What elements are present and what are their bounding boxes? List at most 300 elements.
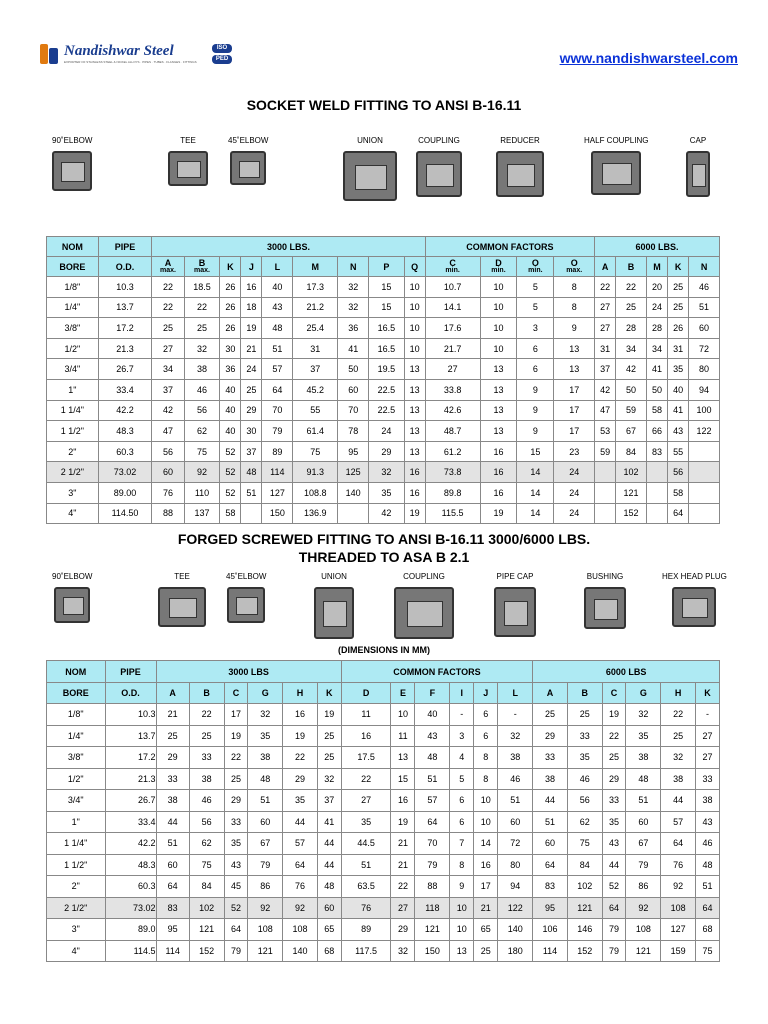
table-row — [47, 876, 720, 898]
table-cell: 16 — [404, 482, 425, 503]
table-cell: 13 — [404, 379, 425, 400]
table-cell: 25 — [189, 725, 224, 747]
fitting-drawing-icon — [230, 151, 266, 185]
table-cell: 21 — [391, 854, 415, 876]
table-cell: 35 — [668, 359, 689, 380]
fitting-drawing-icon — [686, 151, 710, 197]
table-cell: 84 — [616, 441, 647, 462]
column-header — [425, 257, 480, 277]
table-cell: 38 — [156, 790, 189, 812]
table-cell: 32 — [338, 277, 369, 298]
table-cell: 84 — [189, 876, 224, 898]
table-cell: 10 — [480, 297, 517, 318]
table-cell: 108 — [283, 919, 318, 941]
table-cell: 2" — [47, 441, 99, 462]
column-header — [369, 257, 405, 277]
fitting-label: REDUCER — [500, 136, 540, 145]
table-row — [47, 854, 720, 876]
table-cell: 27 — [425, 359, 480, 380]
table-cell — [646, 462, 667, 483]
table-cell: 11 — [341, 704, 391, 726]
table-cell: 92 — [184, 462, 220, 483]
table-cell: 79 — [602, 940, 626, 962]
table-cell: 115.5 — [425, 503, 480, 524]
table-cell: 9 — [517, 400, 554, 421]
table-cell: 29 — [602, 768, 626, 790]
table-cell: 13 — [480, 421, 517, 442]
table-cell: 56 — [189, 811, 224, 833]
table-cell: 43 — [695, 811, 719, 833]
column-header — [595, 257, 616, 277]
table-cell: 64 — [533, 854, 568, 876]
table-cell — [646, 503, 667, 524]
column-header: A — [533, 683, 568, 704]
column-header — [404, 257, 425, 277]
column-header: G — [248, 683, 283, 704]
nom-header: NOM — [47, 661, 106, 683]
table-cell: 56 — [152, 441, 185, 462]
table-cell: 2 1/2" — [47, 897, 106, 919]
table-cell: 32 — [248, 704, 283, 726]
table-cell: 31 — [595, 338, 616, 359]
table-cell: 35 — [224, 833, 248, 855]
table-row — [47, 379, 720, 400]
table-cell: 2" — [47, 876, 106, 898]
table-cell: 46 — [189, 790, 224, 812]
table-cell: 14 — [517, 482, 554, 503]
table-cell: 50 — [646, 379, 667, 400]
table-cell: 122 — [689, 421, 720, 442]
column-letter: A — [601, 261, 609, 272]
table-row — [47, 897, 720, 919]
column-letter: N — [349, 261, 357, 272]
table-cell: 22 — [184, 297, 220, 318]
table-cell: 66 — [646, 421, 667, 442]
table-cell: 94 — [689, 379, 720, 400]
table-cell: 46 — [689, 277, 720, 298]
fitting-label: HEX HEAD PLUG — [662, 572, 727, 581]
table-cell: 35 — [602, 811, 626, 833]
table-cell: 64 — [415, 811, 450, 833]
table-cell: 16 — [404, 462, 425, 483]
table-cell: 33.4 — [105, 811, 156, 833]
table-cell: 86 — [248, 876, 283, 898]
table-cell: 152 — [616, 503, 647, 524]
table-cell: 42 — [369, 503, 405, 524]
table-cell: 61.4 — [293, 421, 338, 442]
table-cell: 73.02 — [105, 897, 156, 919]
table-cell: 37 — [595, 359, 616, 380]
fitting-figure — [228, 136, 268, 185]
column-letter: B — [198, 258, 206, 268]
table-cell: 16 — [480, 482, 517, 503]
table-cell: 60 — [248, 811, 283, 833]
table-cell: 10 — [480, 277, 517, 298]
table-cell: 3/4" — [47, 359, 99, 380]
table-cell: 63.5 — [341, 876, 391, 898]
table-cell: 10 — [404, 338, 425, 359]
table-cell: 38 — [661, 768, 696, 790]
table-cell: 21.7 — [425, 338, 480, 359]
table-cell: 36 — [338, 318, 369, 339]
table-cell: 60.3 — [98, 441, 151, 462]
bore-header: BORE — [47, 683, 106, 704]
table-cell: 29 — [156, 747, 189, 769]
pipe-header: PIPE — [98, 237, 151, 257]
table-cell: 23 — [554, 441, 595, 462]
table-cell: 13 — [554, 338, 595, 359]
column-letter: D — [495, 258, 502, 268]
table-cell: 72 — [498, 833, 533, 855]
table-cell: 27 — [595, 297, 616, 318]
column-header: A — [156, 683, 189, 704]
table-cell: 75 — [567, 833, 602, 855]
column-header: C — [602, 683, 626, 704]
table-cell: 16 — [480, 462, 517, 483]
table-cell: 25 — [602, 747, 626, 769]
column-qualifier: max. — [159, 267, 176, 274]
table-cell: 41 — [338, 338, 369, 359]
table-cell: 48 — [241, 462, 262, 483]
table-cell: 68 — [695, 919, 719, 941]
table-cell: 17.2 — [105, 747, 156, 769]
table-cell: 46 — [695, 833, 719, 855]
table-cell: 48.3 — [105, 854, 156, 876]
table-cell: 15 — [369, 277, 405, 298]
logo-mark-icon — [38, 42, 60, 66]
table-cell: 16 — [474, 854, 498, 876]
brand-logo — [38, 42, 232, 66]
fitting-drawing-icon — [416, 151, 462, 197]
table-cell: 140 — [498, 919, 533, 941]
table-cell: 10.3 — [105, 704, 156, 726]
table-cell: 30 — [241, 421, 262, 442]
table-cell: 51 — [262, 338, 293, 359]
table-cell: 17.3 — [293, 277, 338, 298]
table-cell: 33 — [695, 768, 719, 790]
table-cell: 13 — [480, 400, 517, 421]
table-cell: - — [695, 704, 719, 726]
table-row — [47, 297, 720, 318]
table-cell: 21 — [391, 833, 415, 855]
table-cell: 60.3 — [105, 876, 156, 898]
table-cell: 79 — [262, 421, 293, 442]
table-row — [47, 400, 720, 421]
table-cell: 17 — [474, 876, 498, 898]
column-header — [616, 257, 647, 277]
table-cell: 38 — [189, 768, 224, 790]
table-cell: 13 — [391, 747, 415, 769]
table-cell: 22 — [189, 704, 224, 726]
table-cell: 48 — [695, 854, 719, 876]
table-cell: 48 — [626, 768, 661, 790]
od-header: O.D. — [105, 683, 156, 704]
table-cell: 50 — [338, 359, 369, 380]
table-cell: 24 — [369, 421, 405, 442]
table-cell: 55 — [668, 441, 689, 462]
table-row — [47, 482, 720, 503]
table-cell: 70 — [415, 833, 450, 855]
fitting-figure — [226, 572, 266, 623]
table-cell: 64 — [661, 833, 696, 855]
table-cell: 80 — [689, 359, 720, 380]
table-cell: 79 — [626, 854, 661, 876]
table-cell: 25 — [224, 768, 248, 790]
table-cell: 52 — [220, 462, 241, 483]
header-row — [47, 237, 720, 257]
table-cell: 16.5 — [369, 338, 405, 359]
table-cell: 42.6 — [425, 400, 480, 421]
table-cell: 8 — [450, 854, 474, 876]
column-header: K — [317, 683, 341, 704]
table-cell: 118 — [415, 897, 450, 919]
table-cell — [338, 503, 369, 524]
table-cell: 22 — [616, 277, 647, 298]
fitting-label: COUPLING — [403, 572, 445, 581]
table-cell: 79 — [602, 919, 626, 941]
table-cell: 1/8" — [47, 704, 106, 726]
fitting-label: BUSHING — [586, 572, 624, 581]
table-cell: 10.7 — [425, 277, 480, 298]
table-cell: 13 — [404, 421, 425, 442]
table-cell: 40 — [220, 379, 241, 400]
fitting-drawing-icon — [54, 587, 90, 623]
table-cell: 37 — [152, 379, 185, 400]
table-cell: 48.7 — [425, 421, 480, 442]
table-cell: 19.5 — [369, 359, 405, 380]
table-cell: 21.3 — [98, 338, 151, 359]
table-row — [47, 725, 720, 747]
table-cell: 31 — [293, 338, 338, 359]
table-cell: 11 — [391, 725, 415, 747]
fitting-drawing-icon — [496, 151, 544, 197]
table-cell: 32 — [317, 768, 341, 790]
fitting-label: UNION — [357, 136, 383, 145]
column-header: B — [567, 683, 602, 704]
table-cell: 26.7 — [98, 359, 151, 380]
table-cell: 114 — [533, 940, 568, 962]
table-cell: 1" — [47, 811, 106, 833]
fitting-figure — [314, 572, 354, 639]
table-cell: 16 — [341, 725, 391, 747]
fitting-drawing-icon — [314, 587, 354, 639]
table-cell: 46 — [567, 768, 602, 790]
table-cell: 64 — [695, 897, 719, 919]
table-cell: 44 — [156, 811, 189, 833]
table-cell: 127 — [661, 919, 696, 941]
nom-header: NOM — [47, 237, 99, 257]
table-cell: 10 — [450, 897, 474, 919]
table-cell: 21.3 — [105, 768, 156, 790]
table-cell: 29 — [533, 725, 568, 747]
table-cell: 25 — [668, 297, 689, 318]
fitting-label: CAP — [689, 136, 707, 145]
table-cell: 44 — [283, 811, 318, 833]
table-cell: 16 — [480, 441, 517, 462]
table-cell: 92 — [248, 897, 283, 919]
table-cell: 1/2" — [47, 338, 99, 359]
table-cell: 21 — [241, 338, 262, 359]
table-cell: 83 — [533, 876, 568, 898]
table-cell: 41 — [668, 400, 689, 421]
table-cell: 64 — [156, 876, 189, 898]
table-cell: 8 — [554, 277, 595, 298]
group-common-header: COMMON FACTORS — [425, 237, 594, 257]
table-cell: 22 — [341, 768, 391, 790]
column-header: H — [661, 683, 696, 704]
table-cell: 40 — [415, 704, 450, 726]
table-cell: 13 — [450, 940, 474, 962]
group-3000-header: 3000 LBS. — [152, 237, 426, 257]
column-header — [220, 257, 241, 277]
table-cell: 72 — [689, 338, 720, 359]
column-qualifier: min. — [528, 267, 543, 274]
table-cell: 59 — [616, 400, 647, 421]
table-cell: 48 — [262, 318, 293, 339]
table-row — [47, 277, 720, 298]
table-cell: 9 — [517, 421, 554, 442]
bore-header: BORE — [47, 257, 99, 277]
table-cell: 9 — [517, 379, 554, 400]
table-cell: 13 — [480, 359, 517, 380]
table-cell: 18.5 — [184, 277, 220, 298]
table-cell: 59 — [595, 441, 616, 462]
column-letter: L — [274, 261, 281, 272]
column-header: G — [626, 683, 661, 704]
table-cell: 55 — [293, 400, 338, 421]
fitting-figure — [394, 572, 454, 639]
column-header: H — [283, 683, 318, 704]
table-cell: 86 — [626, 876, 661, 898]
fitting-figure — [416, 136, 462, 197]
table-cell: 29 — [369, 441, 405, 462]
iso-badge: ISO — [212, 44, 232, 53]
table-cell: 95 — [156, 919, 189, 941]
column-header — [152, 257, 185, 277]
od-header: O.D. — [98, 257, 151, 277]
table-cell: 26 — [220, 277, 241, 298]
table-cell: 35 — [369, 482, 405, 503]
table-cell: 38 — [626, 747, 661, 769]
table-cell: 83 — [646, 441, 667, 462]
table-cell: 10 — [404, 277, 425, 298]
table-cell: 100 — [689, 400, 720, 421]
table-cell: 51 — [533, 811, 568, 833]
table-cell: 70 — [262, 400, 293, 421]
table-cell: 44 — [661, 790, 696, 812]
table-cell: 106 — [533, 919, 568, 941]
fitting-label: COUPLING — [418, 136, 460, 145]
fitting-figure — [343, 136, 397, 201]
table-cell: 46 — [498, 768, 533, 790]
fitting-figure — [494, 572, 536, 637]
table-cell: 3" — [47, 482, 99, 503]
table-cell — [646, 482, 667, 503]
table-cell: 40 — [220, 400, 241, 421]
table-cell: 75 — [695, 940, 719, 962]
column-header: I — [450, 683, 474, 704]
table-cell: 52 — [602, 876, 626, 898]
table-cell: 25 — [317, 725, 341, 747]
table-cell: 95 — [533, 897, 568, 919]
table-cell: 25 — [184, 318, 220, 339]
table-cell: 60 — [533, 833, 568, 855]
table-cell: 24 — [646, 297, 667, 318]
table-cell: 52 — [220, 482, 241, 503]
fitting-label: TEE — [180, 136, 196, 145]
table-cell: 19 — [224, 725, 248, 747]
table-cell: 25 — [474, 940, 498, 962]
table-cell: 146 — [567, 919, 602, 941]
table-cell: 140 — [338, 482, 369, 503]
fitting-figure — [662, 572, 727, 627]
table-cell: 150 — [262, 503, 293, 524]
table-cell: 64 — [283, 854, 318, 876]
fitting-drawing-icon — [227, 587, 265, 623]
table-cell: 152 — [189, 940, 224, 962]
column-letter: N — [700, 261, 708, 272]
table-cell: 2 1/2" — [47, 462, 99, 483]
fitting-label: 45˚ELBOW — [228, 136, 269, 145]
fitting-figure — [158, 572, 206, 627]
table-row — [47, 318, 720, 339]
table-cell: 95 — [338, 441, 369, 462]
column-header: D — [341, 683, 391, 704]
fitting-drawing-icon — [343, 151, 397, 201]
table-cell: 34 — [646, 338, 667, 359]
table-cell: 14.1 — [425, 297, 480, 318]
table-cell: 25 — [533, 704, 568, 726]
table-cell: 43 — [602, 833, 626, 855]
table-cell: 80 — [498, 854, 533, 876]
table-cell: 92 — [626, 897, 661, 919]
table-cell: 26.7 — [105, 790, 156, 812]
table-cell: 60 — [156, 854, 189, 876]
table-cell: 56 — [567, 790, 602, 812]
table-cell: 117.5 — [341, 940, 391, 962]
table-cell: 84 — [567, 854, 602, 876]
table-cell: 5 — [517, 297, 554, 318]
column-qualifier: max. — [194, 267, 210, 274]
fitting-label: 90˚ELBOW — [52, 136, 93, 145]
table-cell: 17 — [224, 704, 248, 726]
table-cell: 27 — [341, 790, 391, 812]
table-cell: 25 — [661, 725, 696, 747]
column-header: J — [474, 683, 498, 704]
table-cell: 19 — [602, 704, 626, 726]
table-cell: 1/4" — [47, 297, 99, 318]
table-cell: 62 — [567, 811, 602, 833]
table-cell: 15 — [517, 441, 554, 462]
table-row — [47, 704, 720, 726]
table-cell: 29 — [224, 790, 248, 812]
table-cell: 19 — [241, 318, 262, 339]
column-letter: J — [248, 261, 254, 272]
table-cell: 3/8" — [47, 747, 106, 769]
website-link[interactable]: www.nandishwarsteel.com — [559, 50, 738, 66]
table-cell: 35 — [567, 747, 602, 769]
table-cell: 25 — [241, 379, 262, 400]
fitting-figure — [496, 136, 544, 197]
table-cell: 51 — [341, 854, 391, 876]
fitting-label: UNION — [321, 572, 347, 581]
table-cell: 22 — [224, 747, 248, 769]
fitting-drawing-icon — [394, 587, 454, 639]
table-cell: 44 — [533, 790, 568, 812]
brand-tagline: EXPORTER OF STAINLESS STEEL & NICKEL ALLOYS · PIPES · TUBES · FLANGES · FITTINGS — [64, 60, 197, 64]
fitting-drawing-icon — [494, 587, 536, 637]
table-cell: 8 — [554, 297, 595, 318]
